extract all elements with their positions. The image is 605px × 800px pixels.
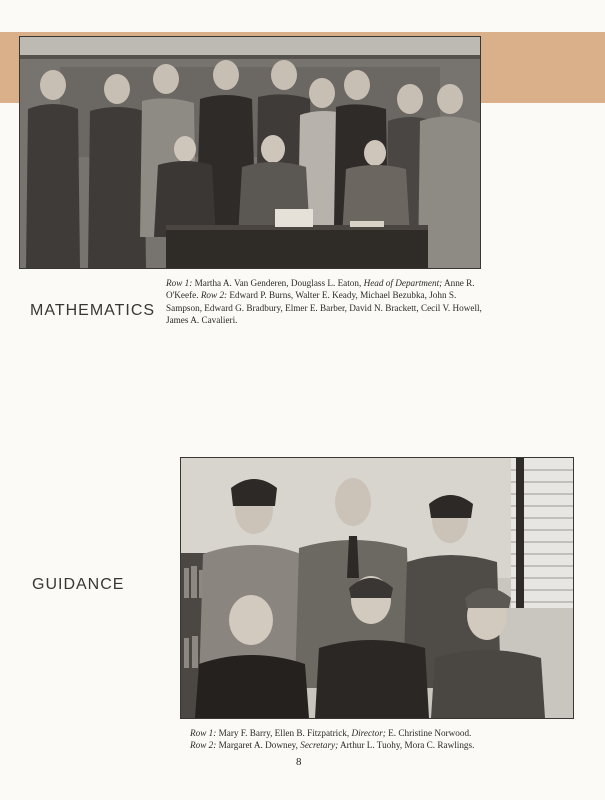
row1-names-a: Mary F. Barry, Ellen B. Fitzpatrick, bbox=[218, 728, 350, 738]
mathematics-group-photo bbox=[19, 36, 481, 269]
guidance-caption bbox=[190, 727, 580, 752]
row1-names-a: Martha A. Van Genderen, Douglass L. Eaton, bbox=[194, 278, 362, 288]
mathematics-caption bbox=[166, 277, 484, 327]
row1-label: Row 1: bbox=[190, 728, 217, 738]
row2-names-b: Arthur L. Tuohy, Mora C. Rawlings. bbox=[339, 740, 475, 751]
page-number: 8 bbox=[296, 756, 302, 768]
row2-label: Row 2: bbox=[190, 740, 217, 751]
row1-label: Row 1: bbox=[166, 278, 193, 288]
guidance-group-photo bbox=[180, 457, 574, 719]
section-title-mathematics: MATHEMATICS bbox=[30, 302, 156, 319]
row2-names-a: Margaret A. Downey, bbox=[218, 740, 298, 751]
row2-role: Secretary; bbox=[300, 740, 339, 751]
row2-label: Row 2: bbox=[200, 290, 228, 301]
row1-names-b: E. Christine Norwood. bbox=[388, 728, 472, 738]
row1-role: Director; bbox=[351, 728, 386, 738]
row2-names: Edward P. Burns, Walter E. Keady, Michael Bezubka, John S. Sampson, Edward G. Bradbury, Elmer E. Barber, David N. Brackett, Cecil V. Howell, James A. Cavalieri. bbox=[166, 290, 482, 326]
section-title-guidance: GUIDANCE bbox=[32, 576, 125, 593]
row1-role: Head of Department; bbox=[363, 278, 443, 288]
row1-names-b: Anne R. O'Keefe. bbox=[166, 278, 475, 301]
